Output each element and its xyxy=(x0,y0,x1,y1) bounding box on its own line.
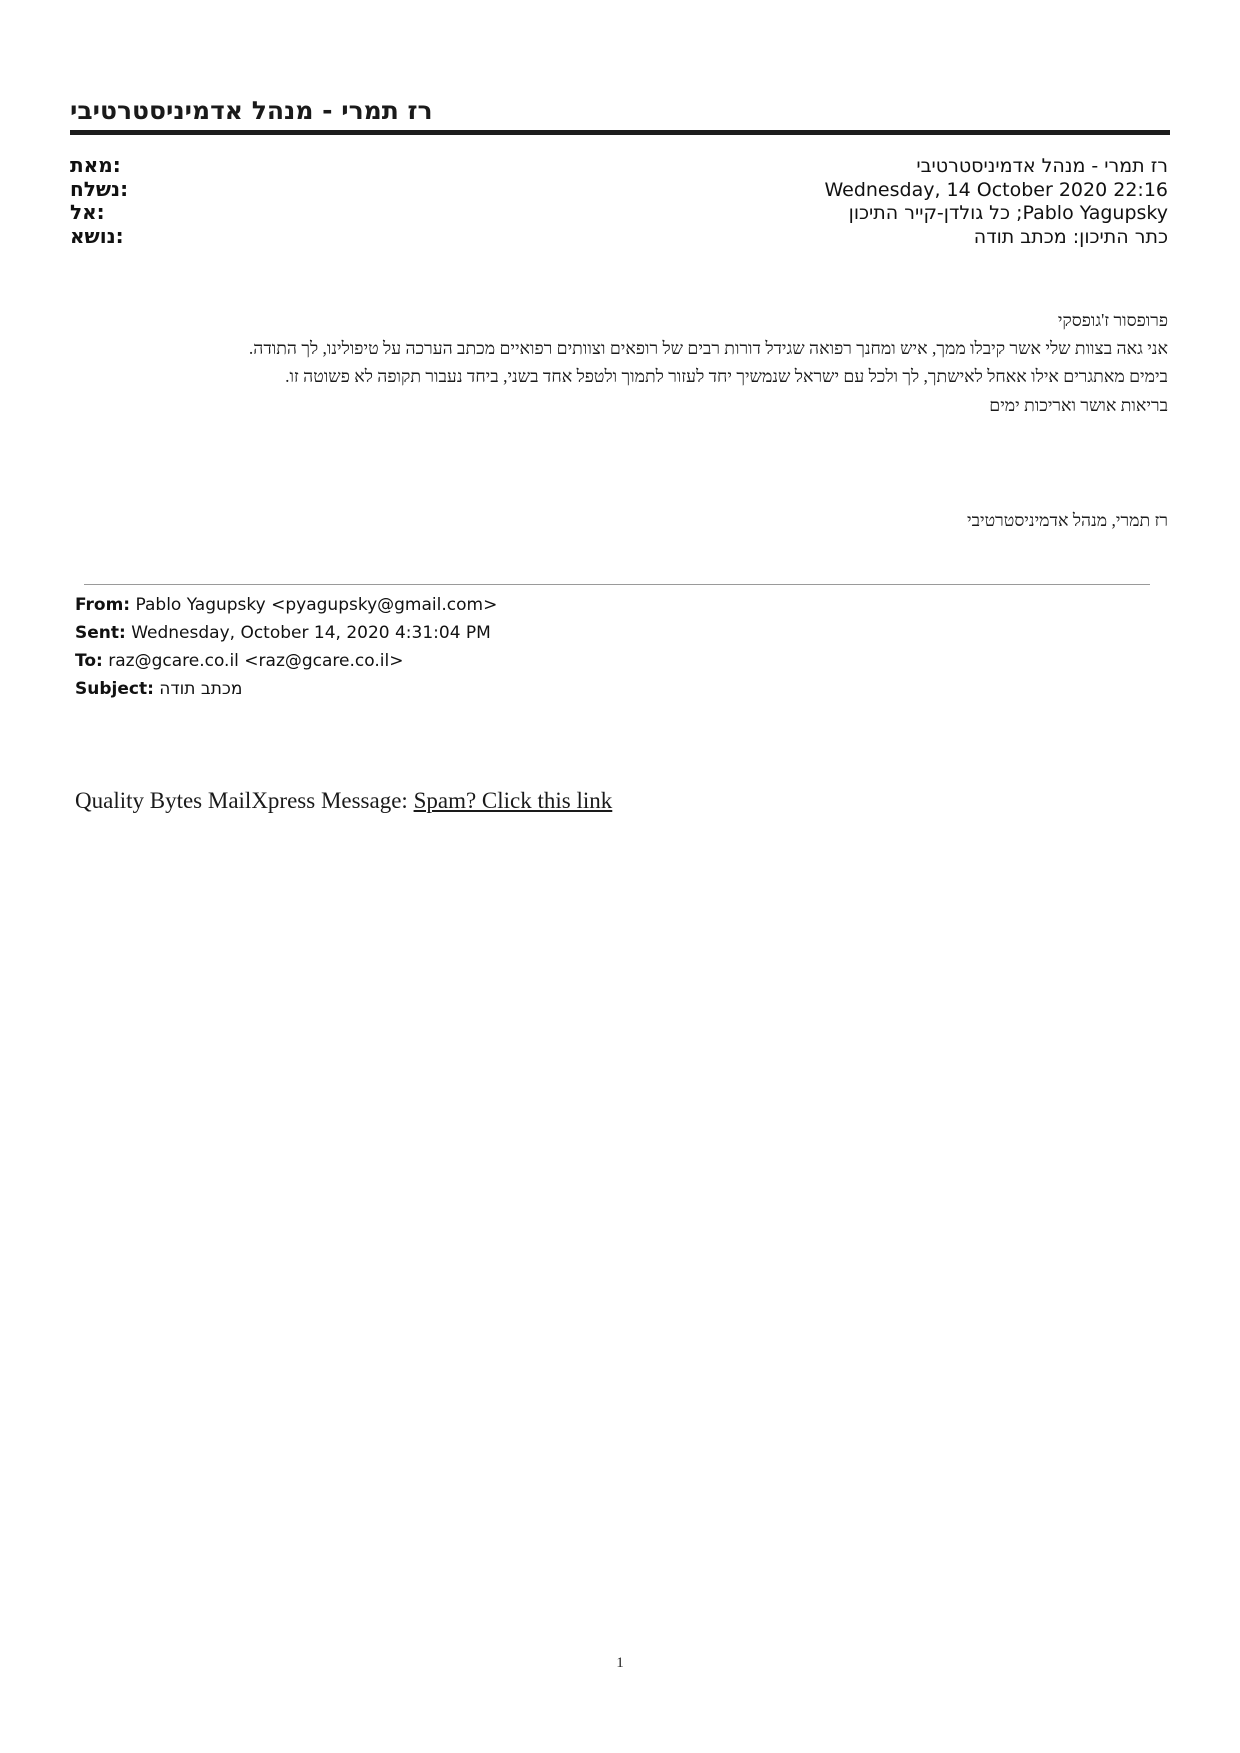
header-values xyxy=(600,155,1168,249)
fwd-to-label: To: xyxy=(75,651,103,671)
closing: בריאות אושר ואריכות ימים xyxy=(989,394,1168,415)
fwd-from-label: From: xyxy=(75,595,131,615)
fwd-from-value: Pablo Yagupsky <pyagupsky@gmail.com> xyxy=(135,595,498,615)
subject-label: :נושא xyxy=(70,223,124,248)
sent-label: :נשלח xyxy=(70,176,129,201)
fwd-to-value: raz@gcare.co.il <raz@gcare.co.il> xyxy=(108,651,404,671)
subject-value: כתר התיכון: מכתב תודה xyxy=(973,225,1168,248)
mailxpress-message xyxy=(75,788,612,814)
page-number: 1 xyxy=(616,1655,624,1671)
fwd-sent-line xyxy=(75,619,497,647)
fwd-from-line xyxy=(75,591,497,619)
from-value: רז תמרי - מנהל אדמיניסטרטיבי xyxy=(916,155,1168,177)
fwd-sent-value: Wednesday, October 14, 2020 4:31:04 PM xyxy=(131,623,491,643)
divider xyxy=(84,584,1150,585)
fwd-sent-label: Sent: xyxy=(75,623,126,643)
paragraph-2: בימים מאתגרים אילו אאחל לאישתך, לך ולכל עם ישראל שנמשיך יחד לעזור לתמוך ולטפל אחד בשני, ביחד נעבור תקופה לא פשוטה זו. xyxy=(285,366,1168,387)
signature: רז תמרי, מנהל אדמיניסטרטיבי xyxy=(967,510,1168,530)
header-labels xyxy=(70,154,190,248)
forwarded-header xyxy=(75,591,497,703)
title-rule xyxy=(70,130,1170,135)
sent-value xyxy=(600,179,1168,203)
to-label: :אל xyxy=(70,200,105,224)
paragraph-1: אני גאה בצוות שלי אשר קיבלו ממך, איש ומחנך רפואה שגידל דורות רבים של רופאים וצוותים רפואיים מכתב הערכה על טיפולינו, לך התודה. xyxy=(248,338,1168,359)
sent-date: Wednesday, 14 October 2020 22:16 xyxy=(824,178,1168,201)
page-title: רז תמרי - מנהל אדמיניסטרטיבי xyxy=(70,96,433,125)
greeting: פרופסור ז'גופסקי xyxy=(1057,310,1168,330)
mailxpress-prefix: Quality Bytes MailXpress Message: xyxy=(75,788,414,813)
fwd-subject-line xyxy=(75,675,497,703)
fwd-to-line xyxy=(75,647,497,675)
to-value: Pablo Yagupsky; כל גולדן-קייר התיכון xyxy=(848,202,1168,224)
spam-link[interactable]: Spam? Click this link xyxy=(413,788,613,813)
fwd-subject-value: מכתב תודה xyxy=(159,679,243,699)
from-label: :מאת xyxy=(70,153,121,177)
fwd-subject-label: Subject: xyxy=(75,679,154,699)
message-body xyxy=(112,306,1168,419)
